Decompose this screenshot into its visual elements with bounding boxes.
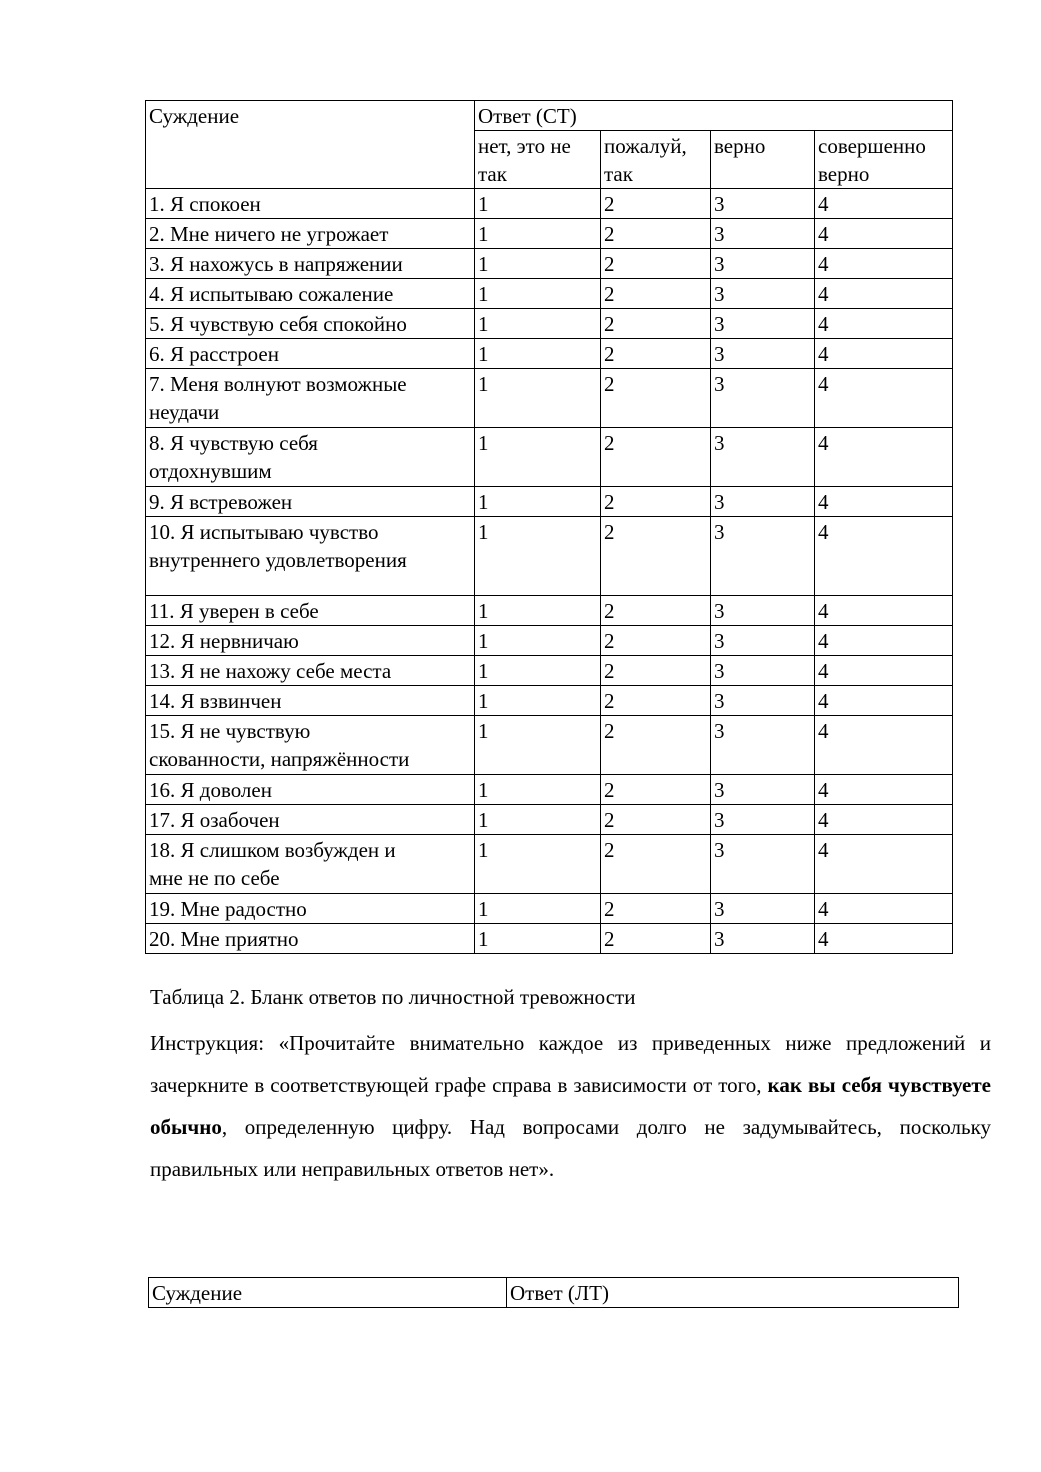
answer-cell-3[interactable]: 3 — [711, 686, 815, 716]
answer-cell-2[interactable]: 2 — [601, 716, 711, 775]
answer-cell-1[interactable]: 1 — [475, 369, 601, 428]
table-row — [146, 894, 953, 924]
header-option-3: верно — [711, 131, 815, 189]
answer-cell-1[interactable]: 1 — [475, 279, 601, 309]
answer-cell-2[interactable]: 2 — [601, 189, 711, 219]
answer-cell-3[interactable]: 3 — [711, 596, 815, 626]
answer-cell-3[interactable]: 3 — [711, 775, 815, 805]
table-row — [146, 249, 953, 279]
answer-cell-1[interactable]: 1 — [475, 626, 601, 656]
answer-cell-4[interactable]: 4 — [815, 369, 953, 428]
answer-cell-2[interactable]: 2 — [601, 369, 711, 428]
table-row — [146, 805, 953, 835]
answer-cell-4[interactable]: 4 — [815, 428, 953, 487]
judgement-cell: 5. Я чувствую себя спокойно — [146, 309, 475, 339]
answer-cell-1[interactable]: 1 — [475, 189, 601, 219]
table-row — [146, 487, 953, 517]
answer-cell-2[interactable]: 2 — [601, 805, 711, 835]
judgement-cell: 7. Меня волнуют возможные неудачи — [146, 369, 475, 428]
table-row — [146, 279, 953, 309]
answer-cell-2[interactable]: 2 — [601, 487, 711, 517]
answer-cell-4[interactable]: 4 — [815, 775, 953, 805]
table-row — [146, 626, 953, 656]
answer-cell-4[interactable]: 4 — [815, 339, 953, 369]
table-row — [146, 219, 953, 249]
answer-cell-3[interactable]: 3 — [711, 517, 815, 596]
answer-cell-1[interactable]: 1 — [475, 596, 601, 626]
table-row — [146, 716, 953, 775]
answer-cell-2[interactable]: 2 — [601, 279, 711, 309]
judgement-cell: 9. Я встревожен — [146, 487, 475, 517]
answer-cell-4[interactable]: 4 — [815, 894, 953, 924]
answer-cell-4[interactable]: 4 — [815, 279, 953, 309]
answer-cell-1[interactable]: 1 — [475, 517, 601, 596]
header-judgement: Суждение — [149, 1278, 507, 1308]
answer-cell-2[interactable]: 2 — [601, 309, 711, 339]
table-row — [146, 656, 953, 686]
judgement-cell: 20. Мне приятно — [146, 924, 475, 954]
answer-cell-2[interactable]: 2 — [601, 894, 711, 924]
state-anxiety-table — [145, 100, 953, 954]
judgement-cell: 2. Мне ничего не угрожает — [146, 219, 475, 249]
answer-cell-2[interactable]: 2 — [601, 924, 711, 954]
table-2-caption: Таблица 2. Бланк ответов по личностной тревожности — [150, 985, 636, 1009]
answer-cell-4[interactable]: 4 — [815, 805, 953, 835]
answer-cell-4[interactable]: 4 — [815, 686, 953, 716]
answer-cell-3[interactable]: 3 — [711, 626, 815, 656]
table-header-row — [146, 101, 953, 131]
answer-cell-2[interactable]: 2 — [601, 686, 711, 716]
judgement-cell: 19. Мне радостно — [146, 894, 475, 924]
answer-cell-4[interactable]: 4 — [815, 219, 953, 249]
judgement-cell: 12. Я нервничаю — [146, 626, 475, 656]
answer-cell-3[interactable]: 3 — [711, 805, 815, 835]
answer-cell-4[interactable]: 4 — [815, 249, 953, 279]
judgement-cell: 6. Я расстроен — [146, 339, 475, 369]
answer-cell-4[interactable]: 4 — [815, 487, 953, 517]
answer-cell-1[interactable]: 1 — [475, 924, 601, 954]
judgement-cell: 10. Я испытываю чувство внутреннего удовлетворения — [146, 517, 475, 596]
answer-cell-4[interactable]: 4 — [815, 517, 953, 596]
answer-cell-3[interactable]: 3 — [711, 716, 815, 775]
answer-cell-2[interactable]: 2 — [601, 339, 711, 369]
header-answer: Ответ (ЛТ) — [507, 1278, 959, 1308]
answer-cell-3[interactable]: 3 — [711, 219, 815, 249]
answer-cell-4[interactable]: 4 — [815, 656, 953, 686]
instruction-text-start: Инструкция: «Прочитайте внимательно каждое из приведенных ниже предложений и зачеркните в соответствующей графе справа в зависимости от того, — [150, 1031, 991, 1097]
answer-cell-3[interactable]: 3 — [711, 189, 815, 219]
answer-cell-4[interactable]: 4 — [815, 596, 953, 626]
table-row — [146, 309, 953, 339]
instruction-text-end: , определенную цифру. Над вопросами долго не задумывайтесь, поскольку правильных или неправильных ответов нет». — [150, 1115, 991, 1181]
answer-cell-4[interactable]: 4 — [815, 189, 953, 219]
answer-cell-3[interactable]: 3 — [711, 309, 815, 339]
table-row — [146, 517, 953, 596]
answer-cell-1[interactable]: 1 — [475, 219, 601, 249]
table-row — [146, 369, 953, 428]
table-row — [146, 189, 953, 219]
answer-cell-1[interactable]: 1 — [475, 775, 601, 805]
answer-cell-1[interactable]: 1 — [475, 309, 601, 339]
table-row — [146, 596, 953, 626]
answer-cell-3[interactable]: 3 — [711, 835, 815, 894]
judgement-cell: 3. Я нахожусь в напряжении — [146, 249, 475, 279]
answer-cell-3[interactable]: 3 — [711, 339, 815, 369]
answer-cell-1[interactable]: 1 — [475, 716, 601, 775]
answer-cell-3[interactable]: 3 — [711, 428, 815, 487]
answer-cell-3[interactable]: 3 — [711, 279, 815, 309]
answer-cell-2[interactable]: 2 — [601, 219, 711, 249]
answer-cell-1[interactable]: 1 — [475, 894, 601, 924]
judgement-cell: 1. Я спокоен — [146, 189, 475, 219]
judgement-cell: 17. Я озабочен — [146, 805, 475, 835]
answer-cell-2[interactable]: 2 — [601, 626, 711, 656]
instruction-emphasis: как вы себя чувствуете обычно — [150, 1073, 991, 1139]
answer-cell-3[interactable]: 3 — [711, 487, 815, 517]
answer-cell-2[interactable]: 2 — [601, 835, 711, 894]
answer-cell-1[interactable]: 1 — [475, 686, 601, 716]
answer-cell-2[interactable]: 2 — [601, 656, 711, 686]
header-answer: Ответ (СТ) — [475, 101, 953, 131]
header-judgement: Суждение — [146, 101, 475, 189]
answer-cell-4[interactable]: 4 — [815, 835, 953, 894]
judgement-cell: 11. Я уверен в себе — [146, 596, 475, 626]
answer-cell-1[interactable]: 1 — [475, 656, 601, 686]
answer-cell-4[interactable]: 4 — [815, 309, 953, 339]
table-row — [146, 775, 953, 805]
answer-cell-3[interactable]: 3 — [711, 369, 815, 428]
judgement-cell: 8. Я чувствую себя отдохнувшим — [146, 428, 475, 487]
header-option-1: нет, это не так — [475, 131, 601, 189]
answer-cell-1[interactable]: 1 — [475, 487, 601, 517]
judgement-cell: 13. Я не нахожу себе места — [146, 656, 475, 686]
table-row — [146, 339, 953, 369]
answer-cell-3[interactable]: 3 — [711, 924, 815, 954]
answer-cell-1[interactable]: 1 — [475, 428, 601, 487]
answer-cell-2[interactable]: 2 — [601, 249, 711, 279]
answer-cell-3[interactable]: 3 — [711, 249, 815, 279]
answer-cell-1[interactable]: 1 — [475, 339, 601, 369]
answer-cell-4[interactable]: 4 — [815, 716, 953, 775]
table-row — [146, 686, 953, 716]
table-header-row — [149, 1278, 959, 1308]
answer-cell-2[interactable]: 2 — [601, 517, 711, 596]
table-row — [146, 835, 953, 894]
answer-cell-2[interactable]: 2 — [601, 428, 711, 487]
judgement-cell: 4. Я испытываю сожаление — [146, 279, 475, 309]
answer-cell-1[interactable]: 1 — [475, 835, 601, 894]
answer-cell-3[interactable]: 3 — [711, 656, 815, 686]
header-option-4: совершенно верно — [815, 131, 953, 189]
answer-cell-2[interactable]: 2 — [601, 775, 711, 805]
judgement-cell: 18. Я слишком возбужден и мне не по себе — [146, 835, 475, 894]
table-row — [146, 924, 953, 954]
judgement-cell: 15. Я не чувствую скованности, напряжённости — [146, 716, 475, 775]
instruction-paragraph — [150, 1022, 991, 1190]
answer-cell-4[interactable]: 4 — [815, 626, 953, 656]
header-option-2: пожалуй, так — [601, 131, 711, 189]
answer-cell-1[interactable]: 1 — [475, 805, 601, 835]
table-row — [146, 428, 953, 487]
answer-cell-3[interactable]: 3 — [711, 894, 815, 924]
judgement-cell: 16. Я доволен — [146, 775, 475, 805]
judgement-cell: 14. Я взвинчен — [146, 686, 475, 716]
answer-cell-4[interactable]: 4 — [815, 924, 953, 954]
trait-anxiety-table — [148, 1277, 959, 1308]
answer-cell-1[interactable]: 1 — [475, 249, 601, 279]
answer-cell-2[interactable]: 2 — [601, 596, 711, 626]
